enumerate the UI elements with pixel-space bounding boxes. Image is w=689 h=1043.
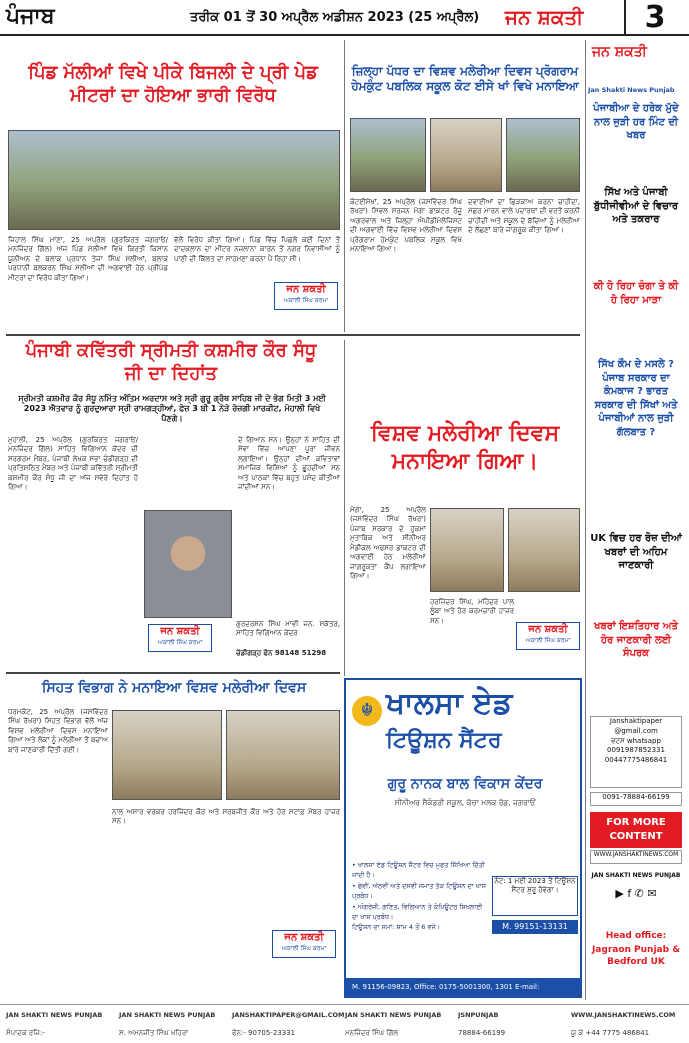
story5-photo-1 — [112, 710, 222, 800]
column-divider-2 — [344, 340, 345, 676]
ad-school-name: ਗੁਰੂ ਨਾਨਕ ਬਾਲ ਵਿਕਾਸ ਕੇਂਦਰ — [387, 776, 543, 792]
footer-facebook-2[interactable]: JAN SHAKTI NEWS PUNJAB — [345, 1011, 442, 1019]
story2-text-col2: ਦਵਾਈਆਂ ਦਾ ਛਿੜਕਾਅ ਕਰਨਾ ਚਾਹੀਦਾ, ਮੱਛਰ ਮਾਰਨ ਵਾਲੇ ਪਦਾਰਥਾਂ ਦੀ ਵਰਤੋਂ ਕਰਨੀ ਚਾਹੀਦੀ ਅਤੇ ਸਕੂਲ ਦੇ ਬੱਚਿਆਂ ਨੂੰ ਮਲੇਰੀਆ ਦੇ ਲੱਛਣਾਂ ਬਾਰੇ ਜਾਗਰੂਕ ਕੀਤਾ ਗਿਆ। — [468, 198, 580, 235]
story5-photo-2 — [226, 710, 340, 800]
story4-text-col1: ਮੋਗਾ, 25 ਅਪ੍ਰੈਲ (ਜਸਵਿੰਦਰ ਸਿੰਘ ਰੱਖਰਾ) ਪੰਜਾਬ ਸਰਕਾਰ ਦੇ ਹੁਕਮਾਂ ਮੁਤਾਬਿਕ ਅਤੇ ਸੀਨੀਅਰ ਮੈਡੀਕਲ ਅਫਸਰ ਡਾਕਟਰ ਦੀ ਅਗਵਾਈ ਹੇਠ ਮਲੇਰੀਆ ਜਾਗਰੂਕਤਾ ਕੈਂਪ ਲਗਾਇਆ ਗਿਆ। — [350, 506, 426, 581]
story5-text-col1: ਧਰਮਕੋਟ, 25 ਅਪ੍ਰੈਲ (ਜਸਵਿੰਦਰ ਸਿੰਘ ਰੱਖਰਾ) ਸਿਹਤ ਵਿਭਾਗ ਵੱਲੋਂ ਅੱਜ ਵਿਸ਼ਵ ਮਲੇਰੀਆ ਦਿਵਸ ਮਨਾਇਆ ਗਿਆ ਅਤੇ ਲੋਕਾਂ ਨੂੰ ਮਲੇਰੀਆ ਤੋਂ ਬਚਾਅ ਬਾਰੇ ਜਾਣਕਾਰੀ ਦਿੱਤੀ ਗਈ। — [8, 708, 108, 754]
story5-text-col2: ਨਾਲ ਅਸਾਰ ਵਰਕਰ ਹਰਜਿੰਦਰ ਕੌਰ ਅਤੇ ਸਰਬਜੀਤ ਕੌਰ ਅਤੇ ਹੋਰ ਸਟਾਫ਼ ਮੈਂਬਰ ਹਾਜ਼ਰ ਸਨ। — [112, 808, 340, 826]
whatsapp-label: ਵਟਸ whatsapp — [611, 736, 661, 745]
sidebar-social-label: JAN SHAKTI NEWS PUNJAB — [591, 872, 681, 879]
ad-point: • ਖਾਲਸਾ ਏਡ ਟਿਊਸ਼ਨ ਸੈਂਟਰ ਵਿਚ ਮੁਫਤ ਸਿੱਖਿਆ ਦਿੱਤੀ ਜਾਂਦੀ ਹੈ। — [352, 861, 485, 880]
sidebar-phone-1[interactable]: 0091987852331 — [607, 746, 665, 755]
ad-address: ਸੀਨੀਅਰ ਸੈਕੰਡਰੀ ਸਕੂਲ, ਕੱਚਾ ਮਲਕ ਰੋਡ, ਜਗਰਾਓਂ — [394, 798, 536, 807]
head-office-label: Head office: — [605, 931, 667, 941]
ad-deadline: ਨੋਟ: 1 ਮਈ 2023 ਤੋਂ ਟਿਊਸ਼ਨ ਸੈਂਟਰ ਸ਼ੁਰੂ ਹੋਵੇਗਾ। — [492, 876, 578, 916]
story4-text-col2: ਹਰਜਿੰਦਰ ਸਿੰਘ, ਮਹਿੰਦਰ ਪਾਲ ਲੂੰਬਾ ਅਤੇ ਹੋਰ ਕਰਮਚਾਰੀ ਹਾਜ਼ਰ ਸਨ। — [430, 598, 514, 625]
column-divider — [344, 40, 345, 332]
ad-point: • ਅੰਗਰੇਜ਼ੀ, ਗਣਿਤ, ਵਿਗਿਆਨ ਤੇ ਕੰਪਿਊਟਰ ਸਿਖਲਾਈ ਦਾ ਖਾਸ ਪ੍ਰਬੰਧ। — [352, 902, 483, 921]
sidebar-tag-6: ਖਬਰਾਂ ਇਸ਼ਤਿਹਾਰ ਅਤੇ ਹੋਰ ਜਾਣਕਾਰੀ ਲਈ ਸੰਪਰਕ — [594, 621, 678, 659]
story2-photo-3 — [506, 118, 580, 192]
footer-links — [6, 1011, 684, 1025]
ad-timing: ਟਿਊਸ਼ਨ ਦਾ ਸਮਾਂ: ਸ਼ਾਮ 4 ਤੋਂ 6 ਵਜੇ। — [352, 923, 441, 932]
sidebar-website[interactable]: WWW.JANSHAKTINEWS.COM — [590, 850, 682, 864]
story5-headline: ਸਿਹਤ ਵਿਭਾਗ ਨੇ ਮਨਾਇਆ ਵਿਸ਼ਵ ਮਲੇਰੀਆ ਦਿਵਸ — [41, 680, 307, 696]
sidebar — [585, 40, 685, 1000]
social-icons[interactable]: ▶ f ✆ ✉ — [615, 887, 657, 900]
section-name: ਪੰਜਾਬ — [6, 4, 55, 29]
story3-text-col2: ਦੇ ਗਿਆਨ ਸਨ। ਉਨ੍ਹਾਂ ਨੇ ਸਾਹਿਤ ਦੀ ਸੇਵਾ ਵਿੱਚ ਆਪਣਾ ਪੂਰਾ ਜੀਵਨ ਲਗਾਇਆ। ਉਨ੍ਹਾਂ ਦੀਆਂ ਕਵਿਤਾਵਾਂ ਸਮਾਜਿਕ ਵਿਸ਼ਿਆਂ ਨੂੰ ਛੂਹਦੀਆਂ ਸਨ ਅਤੇ ਪਾਠਕਾਂ ਵਿੱਚ ਬਹੁਤ ਪਸੰਦ ਕੀਤੀਆਂ ਜਾਂਦੀਆਂ ਸਨ। — [238, 436, 340, 492]
story2-photo-2 — [430, 118, 502, 192]
story2-headline: ਜ਼ਿਲ੍ਹਾ ਪੱਧਰ ਦਾ ਵਿਸ਼ਵ ਮਲੇਰੀਆ ਦਿਵਸ ਪ੍ਰੋਗਰਾਮ ਹੇਮਕੁੰਟ ਪਬਲਿਕ ਸਕੂਲ ਕੋਟ ਈਸੇ ਖਾਂ ਵਿਖੇ ਮਨਾਇਆ — [351, 64, 579, 93]
khalsa-aid-advertisement[interactable] — [344, 678, 582, 1009]
ad-subtitle: ਟਿਊਸ਼ਨ ਸੈਂਟਰ — [386, 728, 502, 753]
story2-text-col1: ਕੋਟਈਸੇਖਾਂ, 25 ਅਪ੍ਰੈਲ (ਜਸਵਿੰਦਰ ਸਿੰਘ ਰੱਖਰਾ) ਸਿਵਲ ਸਰਜਨ ਮੋਗਾ ਡਾਕਟਰ ਰੋਜ਼ੂ ਅਗਰਵਾਲ ਅਤੇ ਜ਼ਿਲ੍ਹਾ ਐਪੀਡੀਮੋਲੋਜਿਸਟ ਦੀ ਅਗਵਾਈ ਵਿੱਚ ਵਿਸ਼ਵ ਮਲੇਰੀਆ ਦਿਵਸ ਪ੍ਰੋਗਰਾਮ ਹੇਮਕੁੰਟ ਪਬਲਿਕ ਸਕੂਲ ਵਿਖੇ ਮਨਾਇਆ ਗਿਆ। — [350, 198, 462, 254]
footer-printer: ਸ. ਅਮਨਜੀਤ ਸਿੰਘ ਖਹਿਰਾ — [119, 1029, 189, 1037]
section-rule-2 — [6, 672, 340, 674]
edition-date: ਤਰੀਕ 01 ਤੋਂ 30 ਅਪ੍ਰੈਲ ਅਡੀਸ਼ਨ 2023 (25 ਅਪ੍ਰੈਲ) — [190, 10, 480, 25]
newspaper-logo: ਜਨ ਸ਼ਕਤੀ — [505, 5, 584, 29]
story3-signature: ਗੁਰਦਰਸ਼ਨ ਸਿੰਘ ਮਾਵੀ ਜਨ. ਸਕੱਤਰ, ਸਾਹਿਤ ਵਿਗਿਆਨ ਕੇਂਦਰ — [236, 620, 340, 638]
sidebar-tag-4: ਸਿੱਖ ਕੌਮ ਦੇ ਮਸਲੇ ? ਪੰਜਾਬ ਸਰਕਾਰ ਦਾ ਕੰਮਕਾਜ ? ਭਾਰਤ ਸਰਕਾਰ ਦੀ ਸਿੱਖਾਂ ਅਤੇ ਪੰਜਾਬੀਆਂ ਨਾਲ ਜੁੜੀ ਗੱਲਬਾਤ ? — [594, 359, 678, 438]
page-footer — [0, 1004, 689, 1043]
footer-phone-2: 78884-66199 — [458, 1029, 506, 1037]
footer-credits — [6, 1029, 684, 1041]
sidebar-phone-2[interactable]: 00447775486841 — [604, 756, 668, 765]
sidebar-contact-box — [590, 716, 682, 788]
story3-text-col1: ਮੁਹਾਲੀ, 25 ਅਪ੍ਰੈਲ (ਗੁਰਕਿਰਤ ਜਗਰਾਓਂ/ ਮਨਜਿੰਦਰ ਗਿੱਲ) ਸਾਹਿਤ ਵਿਗਿਆਨ ਕੇਂਦਰ ਦੀ ਸਰਗਰਮ ਮੈਂਬਰ, ਪੰਜਾਬੀ ਲੇਖਕ ਸਭਾ ਚੰਡੀਗੜ੍ਹ ਦੀ ਪ੍ਰਤਿਸ਼ਠਿਤ ਮੈਂਬਰ ਅਤੇ ਪੰਜਾਬੀ ਕਵਿੱਤਰੀ ਸ੍ਰੀਮਤੀ ਕਸ਼ਮੀਰ ਕੌਰ ਸੰਧੂ ਜੀ ਦਾ ਅੱਜ ਸਵੇਰੇ ਦਿਹਾਂਤ ਹੋ ਗਿਆ। — [8, 436, 138, 492]
page-number: 3 — [624, 0, 684, 34]
footer-email[interactable]: JANSHAKTIPAPER@GMAIL.COM — [232, 1011, 345, 1019]
footer-instagram[interactable]: JSNPUNJAB — [458, 1011, 499, 1019]
reporter-stamp — [274, 282, 338, 310]
masthead — [0, 0, 689, 36]
footer-editor: ਸੰਪਾਦਕ ਰਜਿ:- — [6, 1029, 45, 1037]
footer-press: ਮਨਜਿੰਦਰ ਸਿੰਘ ਗਿੱਲ — [345, 1029, 399, 1037]
section-rule — [6, 334, 580, 336]
sidebar-email[interactable]: Janshaktipaper @gmail.com — [609, 717, 663, 735]
sidebar-tag-3: ਕੀ ਹੋ ਰਿਹਾ ਚੰਗਾ ਤੇ ਕੀ ਹੋ ਰਿਹਾ ਮਾੜਾ — [593, 281, 679, 306]
stamp-caption: ਅਕਾਲੀ ਸਿੰਘ ਕਰਮਾ — [283, 297, 329, 304]
story3-headline: ਪੰਜਾਬੀ ਕਵਿੱਤਰੀ ਸ੍ਰੀਮਤੀ ਕਸ਼ਮੀਰ ਕੌਰ ਸੰਧੂ ਜੀ ਦਾ ਦਿਹਾਂਤ — [25, 340, 317, 384]
story1-headline: ਪਿੰਡ ਮੱਲੀਆਂ ਵਿਖੇ ਪੀਕੇ ਬਿਜਲੀ ਦੇ ਪ੍ਰੀ ਪੇਡ ਮੀਟਰਾਂ ਦਾ ਹੋਇਆ ਭਾਰੀ ਵਿਰੋਧ — [28, 62, 318, 106]
reporter-stamp-3: ਜਨ ਸ਼ਕਤੀ ਅਕਾਲੀ ਸਿੰਘ ਕਰਮਾ — [516, 622, 580, 650]
story3-contact: ਚੰਡੀਗੜ੍ਹ ਫੋਨ 98148 51298 — [236, 649, 327, 657]
ad-title: ਖਾਲਸਾ ਏਡ — [386, 686, 513, 721]
story1-text-col1: ਜਿਹਾਲ ਸਿੰਘ ਮਾਣਾ, 25 ਅਪ੍ਰੈਲ (ਗੁਰਕਿਰਤ ਜਗਰਾਓਂ/ ਮਨਜਿੰਦਰ ਗਿੱਲ) ਅੱਜ ਪਿੰਡ ਮੱਲੀਆਂ ਵਿਖੇ ਕਿਰਤੀ ਕਿਸਾਨ ਯੂਨੀਅਨ ਦੇ ਬਲਾਕ ਪ੍ਰਧਾਨ ਤੇਜਾ ਸਿੰਘ ਮੱਲੀਆਂ, ਬਲਾਕ ਪਰਧਾਨੀ ਬਲਕਰਨ ਸਿੰਘ ਮੱਲੀਆਂ ਦੀ ਅਗਵਾਈ ਹੇਠ ਪ੍ਰੀਪੇਡ ਮੀਟਰਾਂ ਦਾ ਵਿਰੋਧ ਕੀਤਾ ਗਿਆ। — [8, 236, 168, 282]
more-content-banner: FOR MORE CONTENT — [590, 812, 682, 848]
sidebar-tag-1: ਪੰਜਾਬੀਆ ਦੇ ਹਰੇਕ ਮੁੱਦੇ ਨਾਲ ਜੁੜੀ ਹਰ ਮਿੰਟ ਦੀ ਖਬਰ — [593, 103, 679, 141]
reporter-stamp-2: ਜਨ ਸ਼ਕਤੀ ਅਕਾਲੀ ਸਿੰਘ ਕਰਮਾ — [148, 624, 212, 652]
khanda-icon: ☬ — [352, 696, 382, 726]
ad-points — [352, 860, 490, 933]
ad-footer: M. 91156-09823, Office: 0175-5001300, 1301 E-mail: education.india@khalsaaid.org — [346, 978, 580, 996]
footer-phone: ਫੋਨ:- 90705-23331 — [232, 1029, 296, 1037]
footer-uk: ਯੂ ਕੇ +44 7775 486841 — [571, 1029, 650, 1037]
ad-point: • ਛੇਵੀਂ, ਅੱਠਵੀਂ ਅਤੇ ਦਸਵੀਂ ਜਮਾਤ ਤੱਕ ਟਿਊਸ਼ਨ ਦਾ ਖਾਸ ਪ੍ਰਬੰਧ। — [352, 881, 487, 901]
sidebar-tag-5: UK ਵਿਚ ਹਰ ਰੋਜ਼ ਦੀਆਂ ਖਬਰਾਂ ਦੀ ਅਹਿਮ ਜਾਣਕਾਰੀ — [590, 533, 682, 571]
sidebar-brand: ਜਨ ਸ਼ਕਤੀ — [592, 44, 647, 60]
story4-photo-2 — [508, 508, 580, 592]
story3-portrait — [144, 510, 232, 618]
stamp-brand: ਜਨ ਸ਼ਕਤੀ — [286, 284, 326, 295]
story4-photo-1 — [430, 508, 504, 592]
sidebar-phone-3[interactable]: 0091-78884-66199 — [590, 792, 682, 806]
footer-website[interactable]: WWW.JANSHAKTINEWS.COM — [571, 1011, 676, 1019]
sidebar-subtitle: Jan Shakti News Punjab — [588, 86, 675, 94]
reporter-stamp-4: ਜਨ ਸ਼ਕਤੀ ਅਕਾਲੀ ਸਿੰਘ ਕਰਮਾ — [272, 930, 336, 958]
ad-phone: M. 99151-13131 — [492, 920, 578, 934]
footer-youtube[interactable]: JAN SHAKTI NEWS PUNJAB — [6, 1011, 103, 1019]
sidebar-tag-2: ਸਿੱਖ ਅਤੇ ਪੰਜਾਬੀ ਬੁੱਧੀਜੀਵੀਆਂ ਦੇ ਵਿਚਾਰ ਅਤੇ ਤਕਰਾਰ — [593, 187, 679, 225]
story1-photo — [8, 130, 340, 230]
story2-photo-1 — [350, 118, 426, 192]
story1-text-col2: ਵੱਲੋਂ ਵਿਰੋਧ ਕੀਤਾ ਗਿਆ। ਪਿੰਡ ਵਿੱਚ ਪਿਛਲੇ ਕਈ ਦਿਨਾਂ ਤੋਂ ਦਾਦਕਲਾਨ ਦਾ ਮੀਟਰ ਨਜ਼ਲਾਨਾ ਕਾਰਨ ਤੋਂ ਨਗਰ ਨਿਵਾਸੀਆਂ ਨੂੰ ਪਾਣੀ ਦੀ ਕਿੱਲਤ ਦਾ ਸਾਹਮਣਾ ਕਰਨਾ ਪੈ ਰਿਹਾ ਸੀ। — [174, 236, 340, 263]
story3-deck: ਸ੍ਰੀਮਤੀ ਕਸ਼ਮੀਰ ਕੌਰ ਸੰਧੂ ਨਮਿੱਤ ਅੰਤਿਮ ਅਰਦਾਸ ਅਤੇ ਸ੍ਰੀ ਗੁਰੂ ਗ੍ਰੰਥ ਸਾਹਿਬ ਜੀ ਦੇ ਭੋਗ ਮਿਤੀ 3 ਮਈ 2023 ਐਤਵਾਰ ਨੂੰ ਗੁਰਦੁਆਰਾ ਸ੍ਰੀ ਰਾਮਗੜ੍ਹੀਆਂ, ਫੇਜ਼ 3 ਬੀ 1 ਨੇੜੇ ਰੋਜ਼ਗੀ ਮਾਰਕੀਟ, ਮੋਹਾਲੀ ਵਿਖੇ ਪੈਣਗੇ। — [18, 394, 326, 423]
story4-headline: ਵਿਸ਼ਵ ਮਲੇਰੀਆ ਦਿਵਸ ਮਨਾਇਆ ਗਿਆ। — [370, 421, 560, 474]
footer-facebook[interactable]: JAN SHAKTI NEWS PUNJAB — [119, 1011, 216, 1019]
head-office-location: Jagraon Punjab & Bedford UK — [591, 945, 681, 968]
